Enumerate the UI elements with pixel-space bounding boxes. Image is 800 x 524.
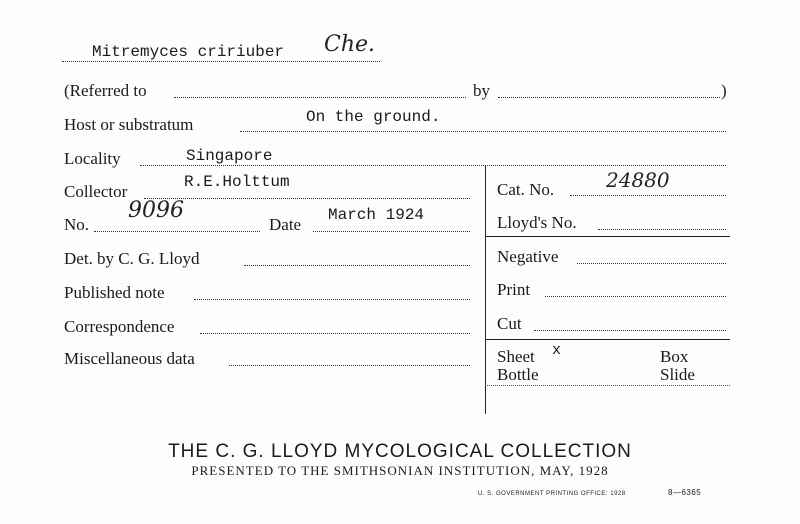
- collector-label: Collector: [64, 182, 128, 201]
- no-value: 9096: [128, 198, 184, 223]
- published-note-line: [194, 299, 470, 300]
- locality-line: [140, 165, 726, 166]
- collection-subtitle: PRESENTED TO THE SMITHSONIAN INSTITUTION, MAY, 1928: [191, 463, 609, 478]
- referred-to-label: (Referred to: [64, 81, 147, 100]
- by-line: [498, 97, 720, 98]
- by-label: by: [473, 81, 490, 100]
- det-by-line: [244, 265, 470, 266]
- box-divider: [485, 236, 730, 237]
- species-author: Che.: [324, 32, 376, 57]
- host-line: [240, 131, 726, 132]
- close-paren: ): [721, 81, 727, 100]
- sheet-label: Sheet: [497, 347, 535, 366]
- lloyds-no-label: Lloyd's No.: [497, 213, 577, 232]
- cut-label: Cut: [497, 314, 522, 333]
- host-label: Host or substratum: [64, 115, 194, 134]
- correspondence-line: [200, 333, 470, 334]
- collector-line: [144, 198, 470, 199]
- negative-line: [577, 263, 726, 264]
- correspondence-label: Correspondence: [64, 317, 175, 336]
- no-label: No.: [64, 215, 90, 234]
- species-line: [62, 61, 380, 62]
- misc-data-line: [229, 365, 470, 366]
- collection-title: THE C. G. LLOYD MYCOLOGICAL COLLECTION: [168, 441, 632, 462]
- locality-label: Locality: [64, 149, 121, 168]
- collector-value: R.E.Holttum: [184, 173, 290, 191]
- published-note-label: Published note: [64, 283, 165, 302]
- cat-no-line: [570, 195, 726, 196]
- print-line: [545, 296, 726, 297]
- date-label: Date: [269, 215, 302, 234]
- box-sheet-divider: [485, 339, 730, 340]
- bottle-label: Bottle: [497, 365, 539, 384]
- negative-label: Negative: [497, 247, 559, 266]
- locality-value: Singapore: [186, 147, 273, 165]
- slide-label: Slide: [660, 365, 695, 384]
- lloyds-no-line: [598, 229, 726, 230]
- box-label: Box: [660, 347, 689, 366]
- host-value: On the ground.: [306, 108, 441, 126]
- cat-no-value: 24880: [606, 168, 670, 192]
- det-by-label: Det. by C. G. Lloyd: [64, 249, 200, 268]
- cut-line: [534, 330, 726, 331]
- print-label: Print: [497, 280, 531, 299]
- form-number: 8—6365: [668, 488, 702, 497]
- box-left-border: [485, 166, 486, 414]
- date-value: March 1924: [328, 206, 425, 224]
- species-name: Mitremyces cririuber: [92, 43, 285, 61]
- cat-no-label: Cat. No.: [497, 180, 555, 199]
- sheet-mark: x: [552, 342, 562, 359]
- no-line: [94, 231, 260, 232]
- box-bottom-line: [485, 385, 730, 386]
- referred-to-line: [174, 97, 466, 98]
- printing-office-note: U. S. GOVERNMENT PRINTING OFFICE: 1928: [478, 491, 626, 497]
- misc-data-label: Miscellaneous data: [64, 349, 195, 368]
- date-line: [313, 231, 470, 232]
